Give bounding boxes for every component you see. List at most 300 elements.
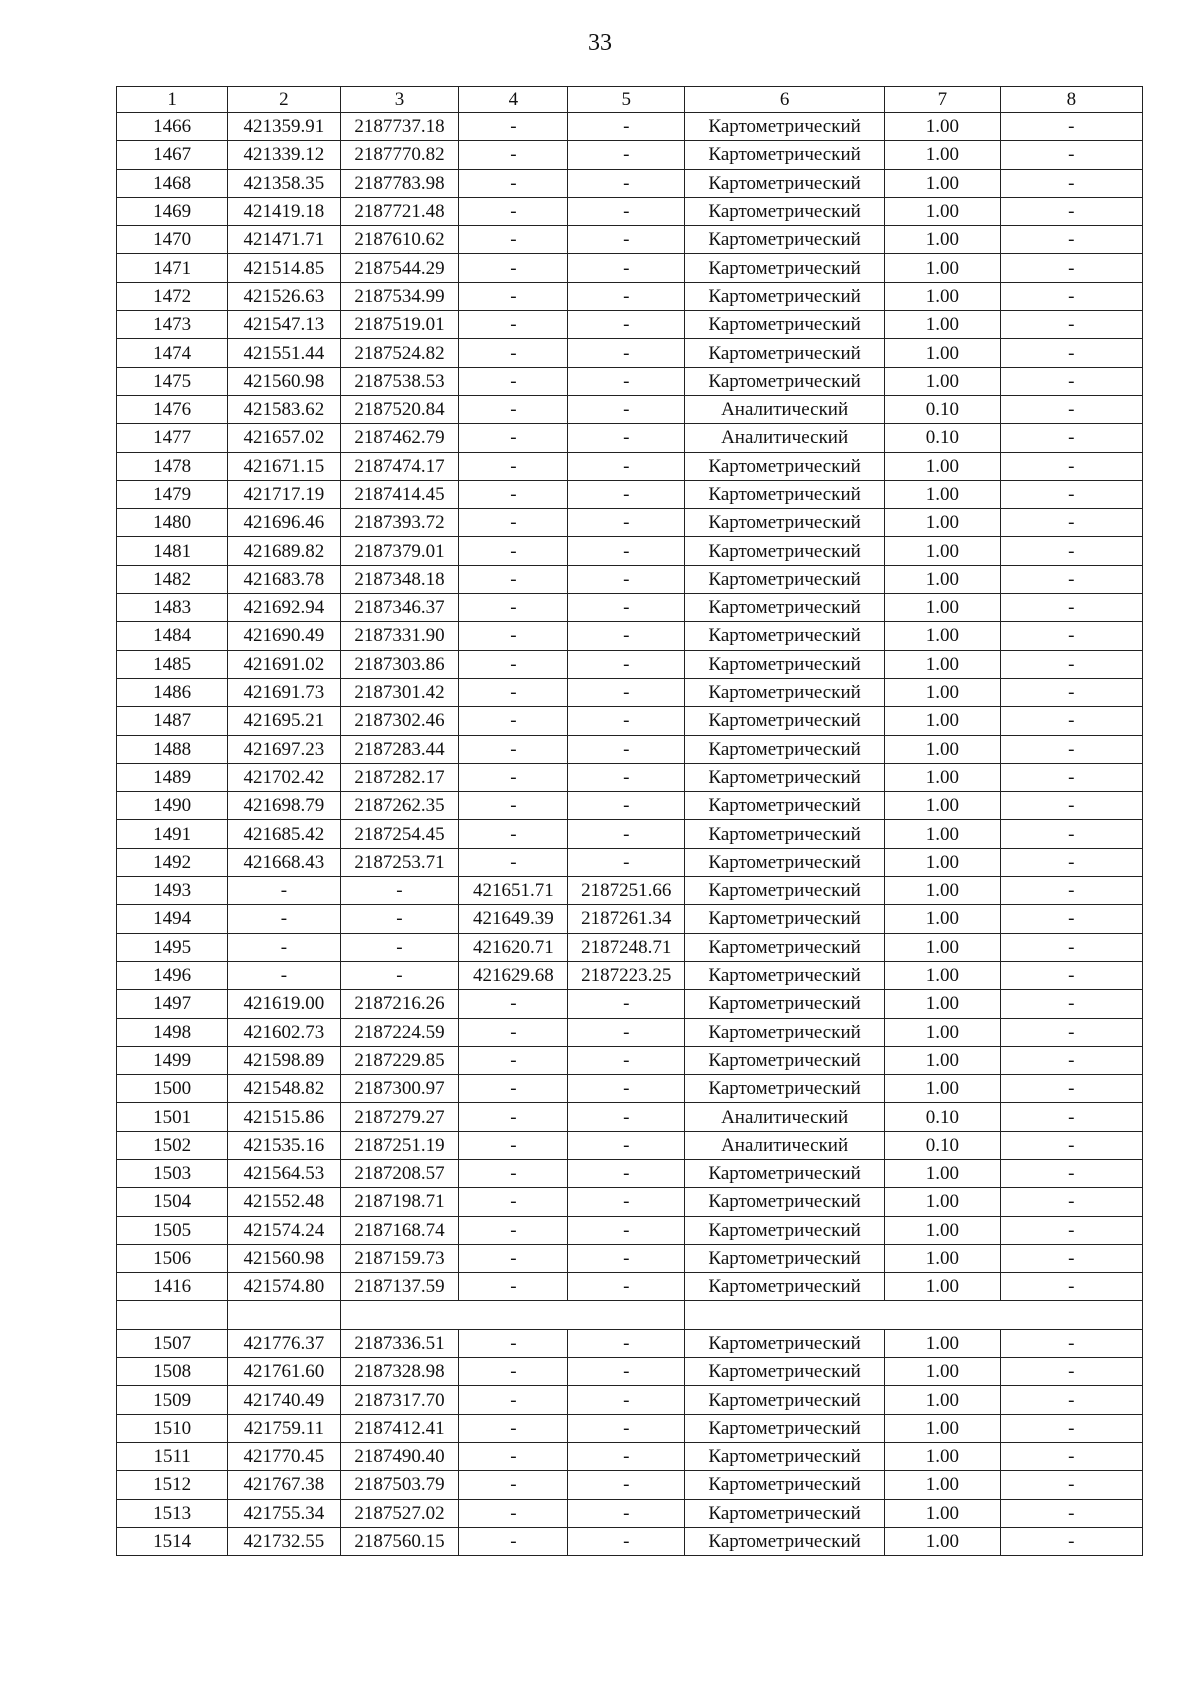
table-cell: 2187303.86 [340, 650, 459, 678]
table-cell: - [459, 763, 568, 791]
table-row [117, 254, 1143, 282]
table-cell: 1.00 [885, 678, 1001, 706]
table-cell: - [459, 1386, 568, 1414]
table-cell: Картометрический [685, 282, 885, 310]
table-row [117, 1046, 1143, 1074]
table-cell: 1.00 [885, 1018, 1001, 1046]
table-cell: 2187737.18 [340, 113, 459, 141]
table-cell: 1.00 [885, 509, 1001, 537]
table-cell: 1.00 [885, 367, 1001, 395]
table-cell: 1496 [117, 961, 228, 989]
table-cell: - [228, 905, 340, 933]
table-cell: Картометрический [685, 367, 885, 395]
table-cell: - [459, 1103, 568, 1131]
table-cell: 2187534.99 [340, 282, 459, 310]
table-cell: 421692.94 [228, 594, 340, 622]
table-cell: 1485 [117, 650, 228, 678]
table-cell: - [568, 537, 685, 565]
table-cell: - [1000, 395, 1142, 423]
table-cell: - [568, 169, 685, 197]
table-cell: 421514.85 [228, 254, 340, 282]
table-row [117, 877, 1143, 905]
table-cell: - [568, 1103, 685, 1131]
table-cell: - [1000, 1159, 1142, 1187]
table-cell: 1.00 [885, 990, 1001, 1018]
column-header: 5 [568, 87, 685, 113]
table-cell: 2187251.19 [340, 1131, 459, 1159]
table-cell: - [459, 452, 568, 480]
table-cell: - [1000, 1273, 1142, 1301]
table-row [117, 509, 1143, 537]
table-cell: 1467 [117, 141, 228, 169]
table-cell: - [459, 1358, 568, 1386]
table-row [117, 707, 1143, 735]
table-cell: 1.00 [885, 1386, 1001, 1414]
table-cell: Картометрический [685, 169, 885, 197]
table-cell: 1487 [117, 707, 228, 735]
table-cell: Картометрический [685, 1442, 885, 1470]
table-cell: 421359.91 [228, 113, 340, 141]
table-cell: - [568, 480, 685, 508]
page-number: 33 [588, 30, 612, 56]
table-cell: - [459, 311, 568, 339]
table-cell: 2187208.57 [340, 1159, 459, 1187]
table-cell: 421526.63 [228, 282, 340, 310]
table-cell: 1494 [117, 905, 228, 933]
table-cell: 1.00 [885, 763, 1001, 791]
table-cell: 421770.45 [228, 1442, 340, 1470]
table-cell: Картометрический [685, 226, 885, 254]
table-cell: 1.00 [885, 1216, 1001, 1244]
table-cell: 1.00 [885, 282, 1001, 310]
table-cell: 1507 [117, 1329, 228, 1357]
table-cell: - [568, 1046, 685, 1074]
table-cell: 1488 [117, 735, 228, 763]
table-cell: - [1000, 1244, 1142, 1272]
table-cell: 2187198.71 [340, 1188, 459, 1216]
table-cell: 1.00 [885, 1273, 1001, 1301]
table-cell: 1473 [117, 311, 228, 339]
table-cell: 421695.21 [228, 707, 340, 735]
table-cell: 421564.53 [228, 1159, 340, 1187]
table-cell: 421657.02 [228, 424, 340, 452]
table-cell: - [340, 933, 459, 961]
table-cell: 421598.89 [228, 1046, 340, 1074]
table-cell: - [1000, 339, 1142, 367]
table-row [117, 905, 1143, 933]
table-cell: 1.00 [885, 311, 1001, 339]
table-cell: - [568, 1216, 685, 1244]
table-cell: 421358.35 [228, 169, 340, 197]
empty-cell [685, 1301, 1143, 1329]
table-row [117, 1188, 1143, 1216]
table-cell: 1.00 [885, 961, 1001, 989]
separator-row [117, 1301, 1143, 1329]
table-cell: - [568, 452, 685, 480]
table-cell: Картометрический [685, 141, 885, 169]
table-cell: 1490 [117, 792, 228, 820]
table-cell: 421671.15 [228, 452, 340, 480]
table-cell: - [1000, 678, 1142, 706]
table-cell: 1478 [117, 452, 228, 480]
table-cell: 2187279.27 [340, 1103, 459, 1131]
table-cell: Картометрический [685, 622, 885, 650]
table-cell: - [459, 1216, 568, 1244]
table-cell: 1.00 [885, 820, 1001, 848]
table-cell: - [1000, 1358, 1142, 1386]
table-cell: - [568, 395, 685, 423]
table-cell: 1508 [117, 1358, 228, 1386]
table-cell: - [568, 735, 685, 763]
table-row [117, 480, 1143, 508]
table-row [117, 452, 1143, 480]
table-cell: 1477 [117, 424, 228, 452]
table-cell: Картометрический [685, 1046, 885, 1074]
table-cell: 1.00 [885, 1159, 1001, 1187]
table-row [117, 197, 1143, 225]
table-cell: 2187490.40 [340, 1442, 459, 1470]
table-cell: 1504 [117, 1188, 228, 1216]
table-cell: 1.00 [885, 594, 1001, 622]
table-row [117, 1499, 1143, 1527]
table-cell: - [568, 1442, 685, 1470]
table-cell: 2187328.98 [340, 1358, 459, 1386]
table-cell: 2187474.17 [340, 452, 459, 480]
table-cell: 2187224.59 [340, 1018, 459, 1046]
table-cell: 1514 [117, 1527, 228, 1555]
table-row [117, 735, 1143, 763]
table-cell: 421691.73 [228, 678, 340, 706]
table-cell: - [1000, 848, 1142, 876]
table-cell: 2187261.34 [568, 905, 685, 933]
table-cell: 2187346.37 [340, 594, 459, 622]
table-cell: - [568, 254, 685, 282]
table-cell: - [459, 1018, 568, 1046]
table-cell: 1.00 [885, 792, 1001, 820]
table-cell: - [568, 848, 685, 876]
table-cell: 1.00 [885, 1075, 1001, 1103]
table-cell: - [340, 961, 459, 989]
table-cell: - [459, 395, 568, 423]
table-cell: - [459, 678, 568, 706]
table-cell: 2187254.45 [340, 820, 459, 848]
table-cell: Аналитический [685, 1103, 885, 1131]
table-cell: - [568, 113, 685, 141]
table-cell: 1511 [117, 1442, 228, 1470]
table-cell: 1509 [117, 1386, 228, 1414]
table-cell: 2187216.26 [340, 990, 459, 1018]
table-cell: 2187317.70 [340, 1386, 459, 1414]
table-row [117, 1273, 1143, 1301]
table-cell: 1481 [117, 537, 228, 565]
table-cell: - [568, 1018, 685, 1046]
table-cell: Картометрический [685, 1414, 885, 1442]
table-cell: Картометрический [685, 594, 885, 622]
header-row [117, 87, 1143, 113]
table-cell: 1.00 [885, 877, 1001, 905]
table-cell: - [459, 565, 568, 593]
table-cell: - [459, 792, 568, 820]
table-row [117, 820, 1143, 848]
table-row [117, 367, 1143, 395]
table-cell: 2187248.71 [568, 933, 685, 961]
table-row [117, 792, 1143, 820]
table-cell: - [459, 1188, 568, 1216]
table-cell: - [1000, 1188, 1142, 1216]
table-cell: Картометрический [685, 509, 885, 537]
table-row [117, 1075, 1143, 1103]
table-row [117, 622, 1143, 650]
table-cell: - [568, 311, 685, 339]
table-row [117, 1358, 1143, 1386]
table-cell: 421620.71 [459, 933, 568, 961]
table-cell: - [568, 1188, 685, 1216]
table-cell: 1.00 [885, 254, 1001, 282]
table-cell: Картометрический [685, 990, 885, 1018]
table-cell: 421767.38 [228, 1471, 340, 1499]
table-cell: - [459, 1046, 568, 1074]
table-cell: Картометрический [685, 113, 885, 141]
table-cell: - [1000, 1216, 1142, 1244]
table-cell: 2187302.46 [340, 707, 459, 735]
table-cell: 1.00 [885, 1442, 1001, 1470]
table-cell: Картометрический [685, 1358, 885, 1386]
table-row [117, 1527, 1143, 1555]
table-cell: 1.00 [885, 1471, 1001, 1499]
table-cell: 1.00 [885, 565, 1001, 593]
table-cell: 1.00 [885, 113, 1001, 141]
table-row [117, 424, 1143, 452]
table-cell: - [1000, 311, 1142, 339]
table-cell: Картометрический [685, 848, 885, 876]
table-cell: 421690.49 [228, 622, 340, 650]
table-cell: - [1000, 565, 1142, 593]
table-cell: - [228, 933, 340, 961]
table-cell: 421629.68 [459, 961, 568, 989]
table-cell: 1513 [117, 1499, 228, 1527]
coordinates-table [116, 86, 1143, 1556]
table-cell: - [1000, 197, 1142, 225]
column-header: 3 [340, 87, 459, 113]
table-cell: Картометрический [685, 1386, 885, 1414]
table-cell: 421547.13 [228, 311, 340, 339]
table-cell: - [459, 226, 568, 254]
table-cell: - [459, 1273, 568, 1301]
table-cell: - [459, 1075, 568, 1103]
table-row [117, 1414, 1143, 1442]
table-cell: Картометрический [685, 311, 885, 339]
table-cell: Аналитический [685, 424, 885, 452]
table-cell: - [1000, 537, 1142, 565]
table-cell: - [459, 650, 568, 678]
table-cell: 1.00 [885, 197, 1001, 225]
empty-cell [117, 1301, 228, 1329]
table-cell: 1497 [117, 990, 228, 1018]
table-cell: - [568, 792, 685, 820]
table-cell: - [568, 1075, 685, 1103]
table-cell: - [568, 424, 685, 452]
table-cell: - [1000, 1386, 1142, 1414]
table-cell: Картометрический [685, 254, 885, 282]
table-row [117, 933, 1143, 961]
table-cell: 1.00 [885, 905, 1001, 933]
table-cell: 2187223.25 [568, 961, 685, 989]
table-cell: 421619.00 [228, 990, 340, 1018]
table-cell: - [1000, 763, 1142, 791]
table-cell: 421535.16 [228, 1131, 340, 1159]
table-cell: Картометрический [685, 1159, 885, 1187]
table-cell: 421702.42 [228, 763, 340, 791]
table-cell: - [568, 678, 685, 706]
table-cell: 2187348.18 [340, 565, 459, 593]
table-cell: - [459, 990, 568, 1018]
table-cell: - [1000, 1131, 1142, 1159]
table-cell: 421776.37 [228, 1329, 340, 1357]
table-cell: Картометрический [685, 877, 885, 905]
table-cell: 2187519.01 [340, 311, 459, 339]
table-cell: Картометрический [685, 792, 885, 820]
table-cell: - [459, 1442, 568, 1470]
table-cell: Картометрический [685, 678, 885, 706]
table-cell: 421552.48 [228, 1188, 340, 1216]
table-cell: 421583.62 [228, 395, 340, 423]
table-cell: - [1000, 1018, 1142, 1046]
table-cell: - [568, 565, 685, 593]
table-cell: 421574.80 [228, 1273, 340, 1301]
table-cell: 1.00 [885, 1046, 1001, 1074]
table-cell: - [1000, 226, 1142, 254]
table-cell: 421740.49 [228, 1386, 340, 1414]
table-row [117, 141, 1143, 169]
table-cell: 1493 [117, 877, 228, 905]
table-cell: 1482 [117, 565, 228, 593]
table-cell: 2187300.97 [340, 1075, 459, 1103]
table-cell: - [1000, 877, 1142, 905]
table-cell: - [1000, 1527, 1142, 1555]
table-cell: 1.00 [885, 933, 1001, 961]
table-cell: 1.00 [885, 1358, 1001, 1386]
table-row [117, 537, 1143, 565]
table-row [117, 1244, 1143, 1272]
table-cell: 1484 [117, 622, 228, 650]
table-row [117, 1131, 1143, 1159]
table-row [117, 1386, 1143, 1414]
table-cell: 421649.39 [459, 905, 568, 933]
column-header: 1 [117, 87, 228, 113]
table-cell: - [459, 424, 568, 452]
table-cell: 1500 [117, 1075, 228, 1103]
table-row [117, 678, 1143, 706]
table-cell: 0.10 [885, 1103, 1001, 1131]
table-cell: 1.00 [885, 141, 1001, 169]
table-cell: 421696.46 [228, 509, 340, 537]
table-cell: - [1000, 792, 1142, 820]
table-cell: 1476 [117, 395, 228, 423]
table-cell: - [1000, 650, 1142, 678]
table-row [117, 961, 1143, 989]
table-cell: 1472 [117, 282, 228, 310]
table-cell: Аналитический [685, 395, 885, 423]
table-cell: - [568, 1471, 685, 1499]
table-cell: Картометрический [685, 1188, 885, 1216]
table-cell: 421732.55 [228, 1527, 340, 1555]
table-cell: 2187560.15 [340, 1527, 459, 1555]
table-row [117, 990, 1143, 1018]
table-cell: - [1000, 707, 1142, 735]
table-cell: - [568, 509, 685, 537]
table-cell: Картометрический [685, 905, 885, 933]
table-cell: - [568, 763, 685, 791]
table-cell: - [1000, 367, 1142, 395]
column-header: 8 [1000, 87, 1142, 113]
table-cell: 1510 [117, 1414, 228, 1442]
table-row [117, 763, 1143, 791]
table-cell: - [340, 905, 459, 933]
table-cell: 1.00 [885, 735, 1001, 763]
table-cell: - [1000, 1442, 1142, 1470]
table-cell: - [459, 537, 568, 565]
table-cell: - [1000, 1471, 1142, 1499]
column-header: 7 [885, 87, 1001, 113]
table-cell: - [228, 961, 340, 989]
table-row [117, 848, 1143, 876]
table-cell: 1498 [117, 1018, 228, 1046]
table-cell: 1468 [117, 169, 228, 197]
table-cell: 421602.73 [228, 1018, 340, 1046]
table-cell: 1.00 [885, 1414, 1001, 1442]
table-cell: - [459, 848, 568, 876]
table-cell: 2187159.73 [340, 1244, 459, 1272]
table-cell: 1466 [117, 113, 228, 141]
table-cell: - [459, 254, 568, 282]
table-cell: 1499 [117, 1046, 228, 1074]
table-cell: - [459, 141, 568, 169]
table-cell: - [568, 141, 685, 169]
table-row [117, 1216, 1143, 1244]
table-cell: Картометрический [685, 1075, 885, 1103]
table-row [117, 565, 1143, 593]
table-cell: 1512 [117, 1471, 228, 1499]
table-cell: - [1000, 990, 1142, 1018]
table-cell: 2187520.84 [340, 395, 459, 423]
table-cell: 0.10 [885, 395, 1001, 423]
table-cell: 2187610.62 [340, 226, 459, 254]
table-cell: - [568, 622, 685, 650]
table-cell: - [1000, 424, 1142, 452]
table-cell: Картометрический [685, 1244, 885, 1272]
table-cell: 1.00 [885, 622, 1001, 650]
table-cell: Картометрический [685, 339, 885, 367]
table-cell: 1.00 [885, 452, 1001, 480]
table-cell: Картометрический [685, 961, 885, 989]
table-cell: 2187253.71 [340, 848, 459, 876]
table-cell: 2187168.74 [340, 1216, 459, 1244]
table-cell: - [568, 1273, 685, 1301]
table-cell: 2187331.90 [340, 622, 459, 650]
table-cell: 2187282.17 [340, 763, 459, 791]
table-cell: - [459, 707, 568, 735]
table-cell: - [459, 1159, 568, 1187]
table-cell: 2187527.02 [340, 1499, 459, 1527]
table-cell: 1483 [117, 594, 228, 622]
table-cell: 1.00 [885, 169, 1001, 197]
table-cell: 1.00 [885, 1188, 1001, 1216]
table-cell: 1.00 [885, 650, 1001, 678]
table-cell: 421548.82 [228, 1075, 340, 1103]
table-cell: 2187524.82 [340, 339, 459, 367]
table-cell: 421560.98 [228, 1244, 340, 1272]
table-cell: 1506 [117, 1244, 228, 1272]
